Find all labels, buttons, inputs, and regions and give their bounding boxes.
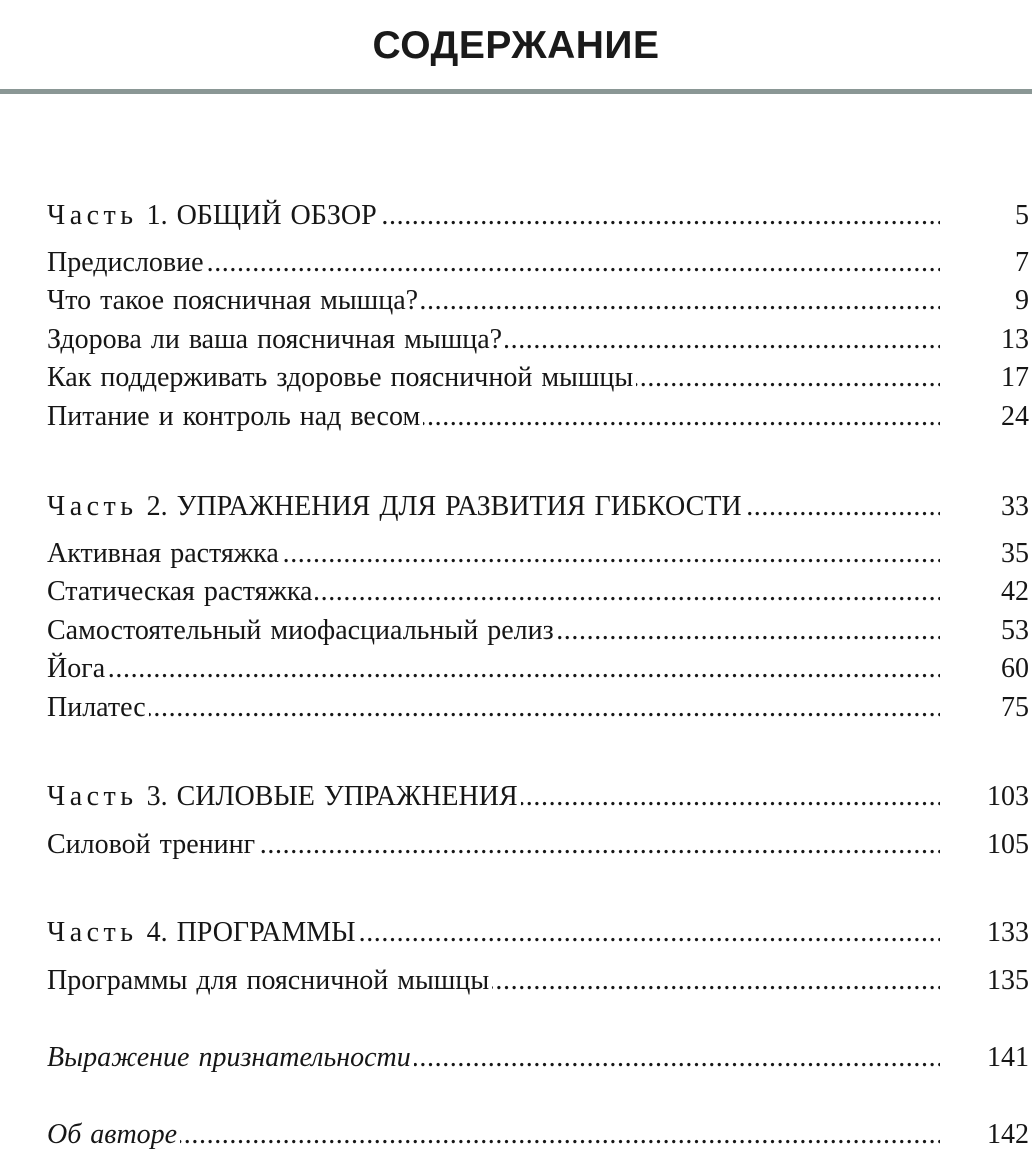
toc-entry-about-author[interactable] <box>47 1116 1032 1154</box>
toc-page-number: 141 <box>987 1042 1029 1073</box>
toc-page-number: 142 <box>987 1119 1029 1150</box>
toc-entry-yoga[interactable] <box>47 650 1032 688</box>
toc-entry-programs[interactable] <box>47 962 1032 1000</box>
toc-entry-label: Здорова ли ваша поясничная мышца? ..... <box>47 321 940 359</box>
toc-entry-acknowledgements[interactable] <box>47 1039 1032 1077</box>
toc-entry-label: Что такое поясничная мышца? ..... <box>47 282 940 320</box>
toc-page-number: 9 <box>1015 285 1029 316</box>
toc-entry-maintain-health[interactable] <box>47 359 1032 397</box>
page-title: СОДЕРЖАНИЕ <box>372 24 660 67</box>
toc-entry-label: Самостоятельный миофасциальный релиз ..... <box>47 612 940 650</box>
toc-page-number: 135 <box>987 965 1029 996</box>
toc-entry-label: Программы для поясничной мышцы ..... <box>47 962 940 1000</box>
toc-entry-static-stretch[interactable] <box>47 573 1032 611</box>
toc-entry-label: Йога ..... <box>47 650 940 688</box>
toc-entry-myofascial-release[interactable] <box>47 612 1032 650</box>
toc-page-number: 35 <box>1001 538 1029 569</box>
toc-part-4[interactable] <box>47 914 1032 952</box>
toc-part-3[interactable] <box>47 778 1032 816</box>
toc-entry-what-is-psoas[interactable] <box>47 282 1032 320</box>
toc-entry-strength-training[interactable] <box>47 826 1032 864</box>
toc-page-number: 7 <box>1015 247 1029 278</box>
toc-entry-label: Об авторе ..... <box>47 1116 940 1154</box>
toc-entry-label: Часть 2. УПРАЖНЕНИЯ ДЛЯ РАЗВИТИЯ ГИБКОСТИ ..... <box>47 488 940 526</box>
toc-page-number: 13 <box>1001 324 1029 355</box>
toc-entry-label: Статическая растяжка ..... <box>47 573 940 611</box>
toc-page-number: 60 <box>1001 653 1029 684</box>
toc-page-number: 103 <box>987 781 1029 812</box>
toc-entry-preface[interactable] <box>47 244 1032 282</box>
toc-entry-pilates[interactable] <box>47 689 1032 727</box>
toc-page-number: 5 <box>1015 200 1029 231</box>
toc-page-number: 33 <box>1001 491 1029 522</box>
toc-page-number: 24 <box>1001 401 1029 432</box>
toc-entry-label: Активная растяжка ..... <box>47 535 940 573</box>
toc-page-number: 17 <box>1001 362 1029 393</box>
toc-entry-label: Как поддерживать здоровье поясничной мышцы ..... <box>47 359 940 397</box>
toc-entry-label: Часть 1. ОБЩИЙ ОБЗОР ..... <box>47 197 940 235</box>
toc-entry-label: Силовой тренинг ..... <box>47 826 940 864</box>
toc-entry-label: Предисловие ..... <box>47 244 940 282</box>
toc-entry-label: Питание и контроль над весом ..... <box>47 398 940 436</box>
toc-part-1[interactable] <box>47 197 1032 235</box>
toc-entry-label: Выражение признательности ..... <box>47 1039 940 1077</box>
toc-page-number: 53 <box>1001 615 1029 646</box>
toc-entry-active-stretch[interactable] <box>47 535 1032 573</box>
toc-entry-is-psoas-healthy[interactable] <box>47 321 1032 359</box>
toc-page-number: 133 <box>987 917 1029 948</box>
toc-part-2[interactable] <box>47 488 1032 526</box>
toc-page-number: 105 <box>987 829 1029 860</box>
toc-page-number: 42 <box>1001 576 1029 607</box>
toc-page-number: 75 <box>1001 692 1029 723</box>
toc-entry-label: Часть 4. ПРОГРАММЫ ..... <box>47 914 940 952</box>
toc-entry-nutrition[interactable] <box>47 398 1032 436</box>
toc-entry-label: Пилатес ..... <box>47 689 940 727</box>
toc-entry-label: Часть 3. СИЛОВЫЕ УПРАЖНЕНИЯ ..... <box>47 778 940 816</box>
